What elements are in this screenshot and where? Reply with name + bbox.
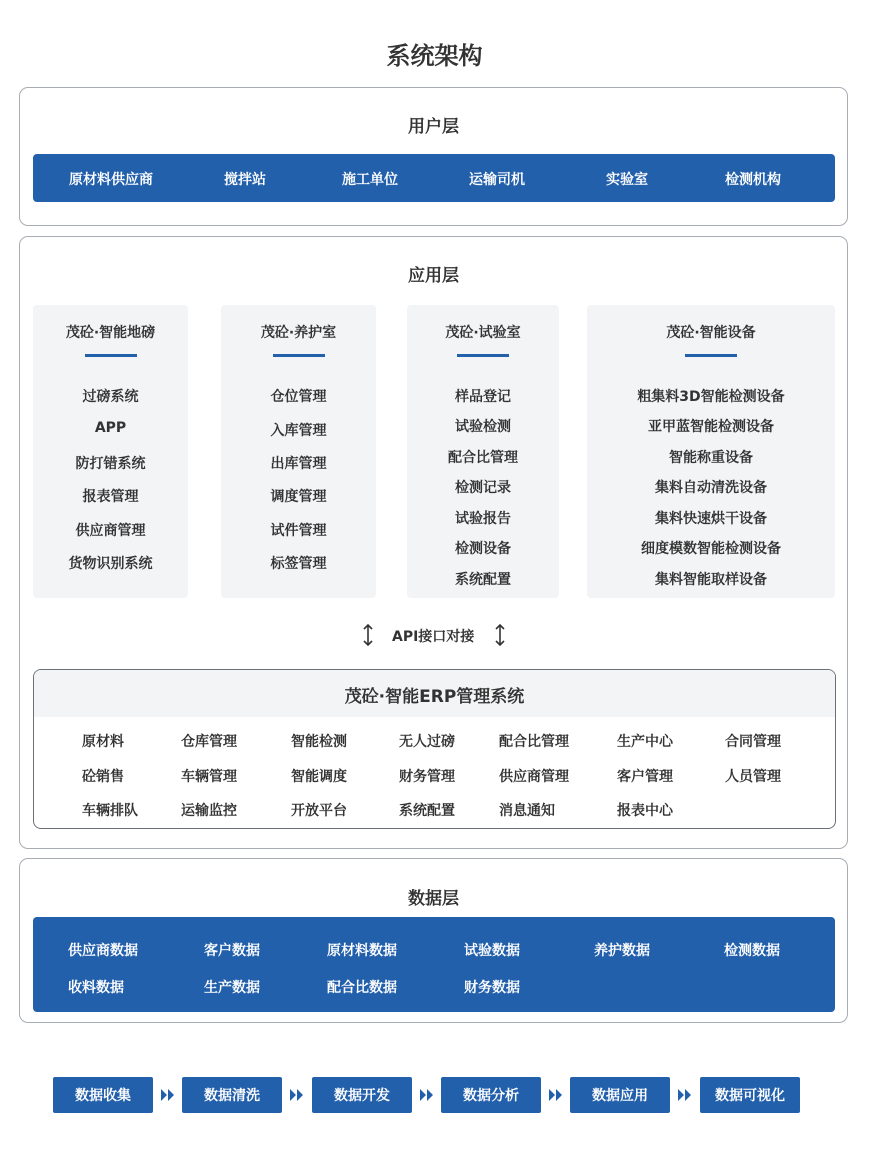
page-title: 系统架构 [386,42,483,70]
app-column-item: 样品登记 [455,389,511,405]
app-column-item: 货物识别系统 [68,556,153,572]
user-layer-title: 用户层 [408,117,459,137]
app-column-item: 集料快速烘干设备 [655,511,767,527]
api-label: API接口对接 [392,629,475,645]
erp-module: 客户管理 [617,769,673,785]
erp-module: 消息通知 [499,803,555,819]
data-item: 养护数据 [594,943,650,959]
title-underline [273,354,325,357]
user-item: 运输司机 [469,172,525,188]
erp-module: 合同管理 [725,734,781,750]
erp-module: 供应商管理 [499,769,569,785]
erp-module: 人员管理 [725,769,781,785]
api-connection [20,623,847,647]
app-column-title: 茂砼·智能地磅 [65,325,156,341]
app-column-item: 检测记录 [455,480,511,496]
app-column-item: 入库管理 [270,423,327,439]
erp-module: 智能检测 [291,734,347,750]
app-column-laboratory [407,305,559,598]
app-column-item: 检测设备 [455,541,511,557]
erp-module: 砼销售 [82,769,124,785]
data-layer [19,858,848,1023]
app-column-item: APP [94,420,127,436]
app-column-item: 试验检测 [455,419,511,435]
data-layer-title: 数据层 [408,889,459,909]
app-column-item: 仓位管理 [270,389,327,405]
double-chevron-right-icon [677,1088,693,1102]
double-chevron-right-icon [289,1088,305,1102]
app-column-item: 过磅系统 [82,389,139,405]
app-column-item: 出库管理 [270,456,327,472]
app-column-item: 供应商管理 [75,523,146,539]
double-arrow-icon [361,623,375,647]
data-item: 收料数据 [68,980,124,996]
flow-step-clean: 数据清洗 [182,1077,282,1113]
erp-system-panel [33,669,836,829]
data-item: 客户数据 [204,943,260,959]
user-item: 原材料供应商 [69,172,153,188]
title-underline [457,354,509,357]
app-layer [19,236,848,849]
erp-module: 无人过磅 [399,734,455,750]
flow-step-apply: 数据应用 [570,1077,670,1113]
data-item: 试验数据 [464,943,520,959]
user-layer [19,87,848,226]
data-layer-bar [33,917,835,1012]
data-item: 生产数据 [204,980,260,996]
erp-module: 系统配置 [399,803,455,819]
erp-module: 原材料 [82,734,124,750]
erp-module: 财务管理 [399,769,455,785]
data-item: 财务数据 [464,980,520,996]
title-underline [85,354,137,357]
app-column-item: 系统配置 [455,572,511,588]
data-item: 检测数据 [724,943,780,959]
app-column-title: 茂砼·智能设备 [666,325,756,341]
app-column-weighbridge [33,305,188,598]
app-column-title: 茂砼·养护室 [260,325,337,341]
erp-module: 运输监控 [181,803,237,819]
app-column-item: 集料自动清洗设备 [655,480,767,496]
app-layer-title: 应用层 [408,266,459,286]
user-item: 实验室 [606,172,648,188]
user-layer-bar [33,154,835,202]
app-column-item: 试件管理 [270,523,327,539]
app-column-item: 防打错系统 [75,456,146,472]
erp-title: 茂砼·智能ERP管理系统 [344,687,525,707]
flow-step-collect: 数据收集 [53,1077,153,1113]
erp-module: 车辆管理 [181,769,237,785]
erp-module: 开放平台 [291,803,347,819]
double-chevron-right-icon [419,1088,435,1102]
app-column-item: 智能称重设备 [669,450,753,466]
double-chevron-right-icon [160,1088,176,1102]
app-column-smart-devices [587,305,835,598]
app-column-item: 集料智能取样设备 [655,572,767,588]
app-column-item: 试验报告 [455,511,511,527]
app-column-item: 细度模数智能检测设备 [641,541,781,557]
erp-module: 配合比管理 [499,734,569,750]
erp-module: 报表中心 [617,803,673,819]
app-column-item: 报表管理 [82,489,139,505]
data-item: 供应商数据 [68,943,138,959]
user-item: 搅拌站 [224,172,266,188]
app-column-item: 亚甲蓝智能检测设备 [648,419,774,435]
erp-module: 车辆排队 [82,803,138,819]
flow-step-develop: 数据开发 [312,1077,412,1113]
erp-header [34,670,835,717]
app-column-item: 粗集料3D智能检测设备 [637,389,785,405]
erp-module: 智能调度 [291,769,347,785]
erp-module: 仓库管理 [181,734,237,750]
erp-module: 生产中心 [617,734,673,750]
app-column-curing-room [221,305,376,598]
double-arrow-icon [493,623,507,647]
user-item: 检测机构 [725,172,781,188]
app-column-title: 茂砼·试验室 [445,325,521,341]
app-column-item: 调度管理 [270,489,327,505]
double-chevron-right-icon [548,1088,564,1102]
app-column-item: 标签管理 [270,556,327,572]
app-column-item: 配合比管理 [448,450,518,466]
data-item: 配合比数据 [327,980,397,996]
flow-step-analyze: 数据分析 [441,1077,541,1113]
user-item: 施工单位 [342,172,398,188]
flow-step-visualize: 数据可视化 [700,1077,800,1113]
data-item: 原材料数据 [327,943,397,959]
title-underline [685,354,737,357]
